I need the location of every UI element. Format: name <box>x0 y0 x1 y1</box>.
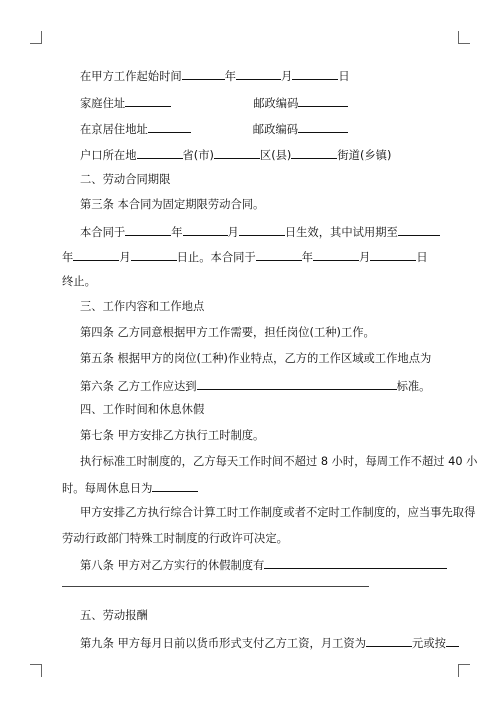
household-registration-line: 户口所在地 省(市) 区(县) 街道(乡镇) <box>80 149 392 162</box>
beijing-address-label: 在京居住地址 <box>80 123 148 136</box>
paragraph-text: 劳动行政部门特殊工时制度的行政许可决定。 <box>62 532 288 545</box>
blank-field[interactable] <box>366 635 412 647</box>
home-address-line <box>80 95 460 109</box>
article-9: 第九条 甲方每月日前以货币形式支付乙方工资，月工资为 元或按 <box>80 635 460 649</box>
contract-term-line: 本合同于 年 月 日生效，其中试用期至 <box>80 224 460 238</box>
blank-field[interactable] <box>125 224 171 236</box>
paragraph-text: 执行标准工时制度的，乙方每天工作时间不超过 8 小时，每周工作不超过 40 小 <box>80 455 478 468</box>
start-time-label: 在甲方工作起始时间 <box>80 70 182 83</box>
section-heading: 三、工作内容和工作地点 <box>80 300 205 313</box>
section-heading: 四、工作时间和休息休假 <box>80 403 205 416</box>
blank-field[interactable] <box>125 95 171 107</box>
crop-mark-top-left <box>30 31 42 44</box>
rest-day-line: 时。每周休息日为 <box>62 480 442 494</box>
blank-field[interactable] <box>298 121 348 133</box>
section-heading: 五、劳动报酬 <box>80 609 148 622</box>
blank-field[interactable] <box>239 224 285 236</box>
blank-field[interactable] <box>197 378 397 390</box>
article-6: 第六条 乙方工作应达到 标准。 <box>80 380 431 393</box>
article-7: 第七条 甲方安排乙方执行工时制度。 <box>80 429 265 442</box>
article-8: 第八条 甲方对乙方实行的休假制度有 <box>80 557 460 571</box>
blank-field[interactable] <box>313 249 359 261</box>
blank-field[interactable] <box>298 95 348 107</box>
blank-field[interactable] <box>131 249 177 261</box>
blank-line[interactable] <box>62 586 369 587</box>
blank-field[interactable] <box>152 480 198 492</box>
postal-code-label: 邮政编码 <box>253 97 299 110</box>
blank-field[interactable] <box>182 68 225 80</box>
blank-field[interactable] <box>398 224 440 236</box>
blank-field[interactable] <box>292 68 338 80</box>
blank-field[interactable] <box>370 249 416 261</box>
crop-mark-bottom-left <box>30 664 42 677</box>
paragraph-end: 终止。 <box>62 275 96 288</box>
article-3: 第三条 本合同为固定期限劳动合同。 <box>80 198 265 211</box>
blank-field[interactable] <box>73 249 119 261</box>
crop-mark-top-right <box>458 31 470 44</box>
crop-mark-bottom-right <box>458 664 470 677</box>
home-address-label: 家庭住址 <box>80 97 126 110</box>
blank-field[interactable] <box>264 557 447 569</box>
household-registration-label: 户口所在地 <box>80 149 137 162</box>
blank-field[interactable] <box>446 635 459 647</box>
postal-code-label: 邮政编码 <box>252 123 298 136</box>
start-time-line: 在甲方工作起始时间 年 月 日 <box>80 70 350 83</box>
blank-field[interactable] <box>148 121 191 133</box>
blank-field[interactable] <box>183 224 228 236</box>
article-4: 第四条 乙方同意根据甲方工作需要，担任岗位(工种)工作。 <box>80 326 375 339</box>
blank-field[interactable] <box>256 249 302 261</box>
article-5: 第五条 根据甲方的岗位(工种)作业特点，乙方的工作区域或工作地点为 <box>80 352 432 365</box>
blank-field[interactable] <box>137 147 183 159</box>
blank-field[interactable] <box>236 68 281 80</box>
contract-term-line-2: 年 月 日止。本合同于 年 月 日 <box>62 251 428 264</box>
section-heading: 二、劳动合同期限 <box>80 173 171 186</box>
blank-field[interactable] <box>214 147 260 159</box>
beijing-address-line <box>80 121 460 135</box>
blank-field[interactable] <box>291 147 337 159</box>
paragraph-text: 甲方安排乙方执行综合计算工时工作制度或者不定时工作制度的，应当事先取得 <box>80 506 476 519</box>
